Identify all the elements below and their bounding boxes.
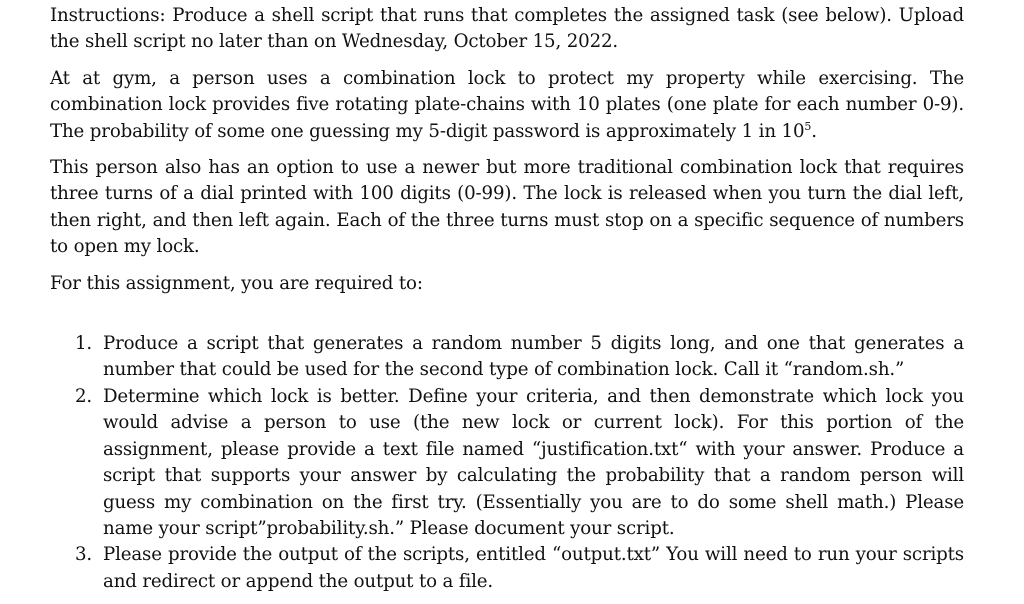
task-item bbox=[50, 542, 964, 595]
task-number: 1. bbox=[75, 333, 93, 355]
probability-exponent: 5 bbox=[804, 119, 812, 133]
task-item bbox=[50, 384, 964, 542]
lock-description-end: . bbox=[811, 120, 817, 142]
instructions-paragraph: Instructions: Produce a shell script that runs that completes the assigned task (see below). Upload the shell script no later than on Wednesday, October 15, 2022. bbox=[50, 5, 964, 53]
task-text: Produce a script that generates a random number 5 digits long, and one that generates a number that could be used for the second type of combination lock. Call it “random.sh.” bbox=[103, 333, 964, 381]
dial-lock-paragraph: This person also has an option to use a newer but more traditional combination lock that requires three turns of a dial printed with 100 digits (0-99). The lock is released when you turn the dial left, then right, and then left again. Each of the three turns must stop on a specific sequence of numbers to open my lock. bbox=[50, 157, 964, 258]
task-number: 3. bbox=[75, 544, 93, 566]
task-text: Please provide the output of the scripts, entitled “output.txt” You will need to run your scripts and redirect or append the output to a file. bbox=[103, 544, 964, 592]
task-text: Determine which lock is better. Define your criteria, and then demonstrate which lock you would advise a person to use (the new lock or current lock). For this portion of the assignment, please provide a text file named “justification.txt“ with your answer. Produce a script that supports your answer by calculating the probability that a random person will guess my combination on the first try. (Essentially you are to do some shell math.) Please name your script”probability.sh.” Please document your script. bbox=[103, 385, 964, 539]
task-item bbox=[50, 331, 964, 384]
section-spacer bbox=[50, 297, 964, 331]
assignment-document bbox=[50, 3, 964, 595]
task-list bbox=[50, 331, 964, 595]
lock-description-paragraph bbox=[50, 66, 964, 145]
lock-description-text: At at gym, a person uses a combination lock to protect my property while exercising. The combination lock provides five rotating plate-chains with 10 plates (one plate for each number 0-9). The probability of some one guessing my 5-digit password is approximately 1 in 10 bbox=[50, 67, 964, 142]
task-number: 2. bbox=[75, 385, 93, 407]
assignment-intro: For this assignment, you are required to: bbox=[50, 272, 423, 294]
